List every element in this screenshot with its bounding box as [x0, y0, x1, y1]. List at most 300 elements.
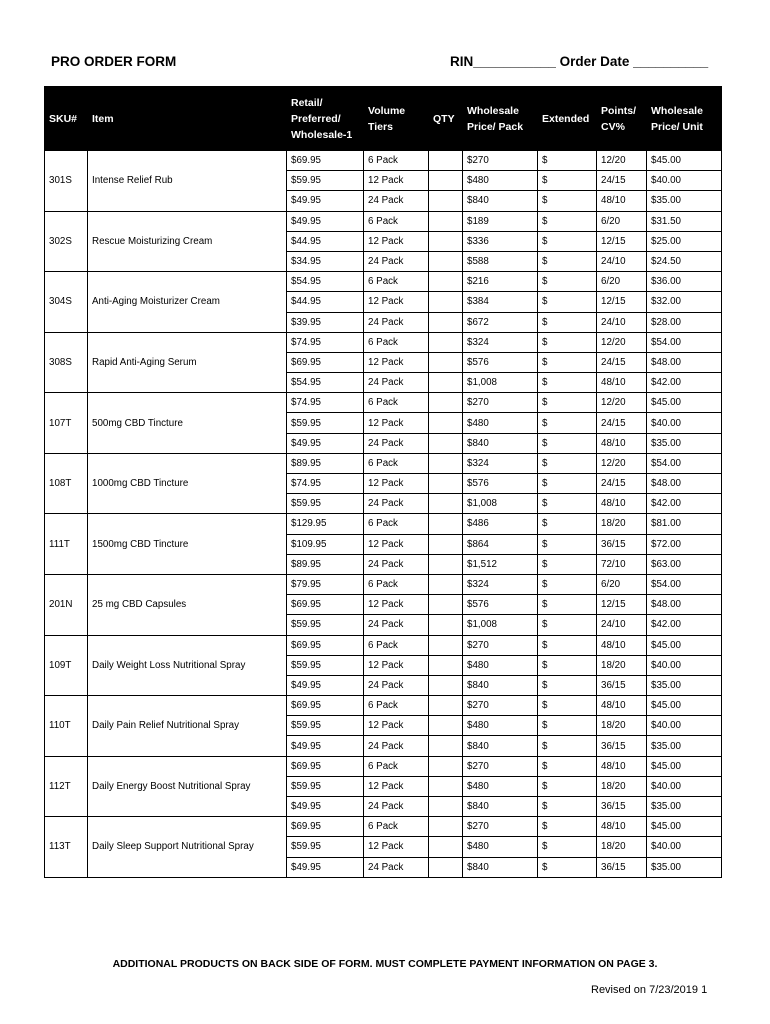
extended-cell[interactable]: $: [538, 635, 597, 655]
order-table: [44, 86, 722, 878]
points-cell: 12/20: [597, 332, 647, 352]
wholesale-unit-cell: $45.00: [647, 696, 722, 716]
extended-cell[interactable]: $: [538, 655, 597, 675]
extended-cell[interactable]: $: [538, 615, 597, 635]
retail-cell: $74.95: [287, 393, 364, 413]
extended-cell[interactable]: $: [538, 595, 597, 615]
points-cell: 48/10: [597, 433, 647, 453]
sku-cell: 304S: [45, 272, 88, 333]
sku-cell: 107T: [45, 393, 88, 454]
retail-cell: $49.95: [287, 675, 364, 695]
qty-input-cell[interactable]: [429, 696, 463, 716]
extended-cell[interactable]: $: [538, 433, 597, 453]
volume-cell: 12 Pack: [364, 231, 429, 251]
points-cell: 12/20: [597, 393, 647, 413]
wholesale-pack-cell: $270: [463, 635, 538, 655]
wholesale-pack-cell: $840: [463, 736, 538, 756]
retail-cell: $69.95: [287, 696, 364, 716]
points-cell: 12/15: [597, 292, 647, 312]
qty-input-cell[interactable]: [429, 373, 463, 393]
wholesale-pack-cell: $216: [463, 272, 538, 292]
wholesale-unit-cell: $28.00: [647, 312, 722, 332]
table-row: [45, 272, 722, 292]
wholesale-pack-cell: $588: [463, 251, 538, 271]
points-cell: 18/20: [597, 655, 647, 675]
points-cell: 36/15: [597, 797, 647, 817]
volume-cell: 24 Pack: [364, 675, 429, 695]
qty-input-cell[interactable]: [429, 433, 463, 453]
points-cell: 18/20: [597, 514, 647, 534]
wholesale-pack-cell: $324: [463, 574, 538, 594]
wholesale-pack-cell: $840: [463, 675, 538, 695]
retail-cell: $109.95: [287, 534, 364, 554]
extended-cell[interactable]: $: [538, 474, 597, 494]
retail-cell: $89.95: [287, 554, 364, 574]
table-row: [45, 393, 722, 413]
extended-cell[interactable]: $: [538, 151, 597, 171]
points-cell: 24/10: [597, 312, 647, 332]
points-cell: 48/10: [597, 373, 647, 393]
points-cell: 24/15: [597, 413, 647, 433]
points-cell: 6/20: [597, 574, 647, 594]
volume-cell: 12 Pack: [364, 655, 429, 675]
volume-cell: 12 Pack: [364, 292, 429, 312]
qty-input-cell[interactable]: [429, 352, 463, 372]
sku-cell: 111T: [45, 514, 88, 575]
qty-input-cell[interactable]: [429, 413, 463, 433]
extended-cell[interactable]: $: [538, 716, 597, 736]
volume-cell: 6 Pack: [364, 272, 429, 292]
wholesale-pack-cell: $486: [463, 514, 538, 534]
extended-cell[interactable]: $: [538, 312, 597, 332]
qty-input-cell[interactable]: [429, 595, 463, 615]
table-row: [45, 211, 722, 231]
extended-cell[interactable]: $: [538, 231, 597, 251]
volume-cell: 12 Pack: [364, 595, 429, 615]
col-header-retail: Retail/ Preferred/ Wholesale-1: [287, 87, 364, 151]
wholesale-unit-cell: $25.00: [647, 231, 722, 251]
retail-cell: $49.95: [287, 191, 364, 211]
sku-cell: 112T: [45, 756, 88, 817]
points-cell: 48/10: [597, 696, 647, 716]
extended-cell[interactable]: $: [538, 352, 597, 372]
table-row: [45, 817, 722, 837]
sku-cell: 302S: [45, 211, 88, 272]
retail-cell: $69.95: [287, 151, 364, 171]
qty-input-cell[interactable]: [429, 817, 463, 837]
item-name-cell: Rapid Anti-Aging Serum: [88, 332, 287, 393]
extended-cell[interactable]: $: [538, 373, 597, 393]
qty-input-cell[interactable]: [429, 554, 463, 574]
retail-cell: $69.95: [287, 817, 364, 837]
wholesale-pack-cell: $480: [463, 413, 538, 433]
volume-cell: 12 Pack: [364, 474, 429, 494]
wholesale-unit-cell: $40.00: [647, 655, 722, 675]
wholesale-unit-cell: $45.00: [647, 635, 722, 655]
points-cell: 48/10: [597, 191, 647, 211]
extended-cell[interactable]: $: [538, 453, 597, 473]
retail-cell: $59.95: [287, 413, 364, 433]
volume-cell: 12 Pack: [364, 413, 429, 433]
qty-input-cell[interactable]: [429, 534, 463, 554]
points-cell: 36/15: [597, 534, 647, 554]
retail-cell: $44.95: [287, 292, 364, 312]
item-name-cell: 1500mg CBD Tincture: [88, 514, 287, 575]
table-row: [45, 635, 722, 655]
retail-cell: $89.95: [287, 453, 364, 473]
item-name-cell: Daily Sleep Support Nutritional Spray: [88, 817, 287, 878]
points-cell: 24/15: [597, 171, 647, 191]
volume-cell: 12 Pack: [364, 776, 429, 796]
extended-cell[interactable]: $: [538, 675, 597, 695]
wholesale-pack-cell: $1,008: [463, 615, 538, 635]
qty-input-cell[interactable]: [429, 797, 463, 817]
qty-input-cell[interactable]: [429, 393, 463, 413]
points-cell: 12/20: [597, 151, 647, 171]
volume-cell: 24 Pack: [364, 191, 429, 211]
qty-input-cell[interactable]: [429, 151, 463, 171]
table-row: [45, 332, 722, 352]
volume-cell: 6 Pack: [364, 332, 429, 352]
extended-cell[interactable]: $: [538, 736, 597, 756]
points-cell: 24/10: [597, 615, 647, 635]
wholesale-unit-cell: $48.00: [647, 474, 722, 494]
qty-input-cell[interactable]: [429, 211, 463, 231]
wholesale-pack-cell: $576: [463, 352, 538, 372]
wholesale-pack-cell: $480: [463, 171, 538, 191]
extended-cell[interactable]: $: [538, 191, 597, 211]
volume-cell: 12 Pack: [364, 837, 429, 857]
volume-cell: 24 Pack: [364, 554, 429, 574]
volume-cell: 6 Pack: [364, 756, 429, 776]
sku-cell: 308S: [45, 332, 88, 393]
points-cell: 6/20: [597, 272, 647, 292]
wholesale-unit-cell: $36.00: [647, 272, 722, 292]
col-header-wholesale-pack: Wholesale Price/ Pack: [463, 87, 538, 151]
wholesale-pack-cell: $480: [463, 655, 538, 675]
retail-cell: $59.95: [287, 776, 364, 796]
qty-input-cell[interactable]: [429, 857, 463, 877]
wholesale-pack-cell: $336: [463, 231, 538, 251]
wholesale-pack-cell: $270: [463, 756, 538, 776]
item-name-cell: Daily Energy Boost Nutritional Spray: [88, 756, 287, 817]
retail-cell: $59.95: [287, 494, 364, 514]
wholesale-pack-cell: $324: [463, 453, 538, 473]
extended-cell[interactable]: $: [538, 272, 597, 292]
col-header-points: Points/ CV%: [597, 87, 647, 151]
wholesale-pack-cell: $672: [463, 312, 538, 332]
header-row: [45, 87, 722, 151]
retail-cell: $49.95: [287, 211, 364, 231]
wholesale-unit-cell: $40.00: [647, 171, 722, 191]
points-cell: 72/10: [597, 554, 647, 574]
volume-cell: 12 Pack: [364, 171, 429, 191]
extended-cell[interactable]: $: [538, 797, 597, 817]
qty-input-cell[interactable]: [429, 655, 463, 675]
qty-input-cell[interactable]: [429, 675, 463, 695]
qty-input-cell[interactable]: [429, 736, 463, 756]
points-cell: 48/10: [597, 635, 647, 655]
extended-cell[interactable]: $: [538, 776, 597, 796]
wholesale-unit-cell: $42.00: [647, 494, 722, 514]
sku-cell: 109T: [45, 635, 88, 696]
retail-cell: $69.95: [287, 352, 364, 372]
qty-input-cell[interactable]: [429, 474, 463, 494]
revision-date: Revised on 7/23/2019 1: [591, 984, 708, 996]
retail-cell: $69.95: [287, 595, 364, 615]
rin-order-date-line[interactable]: RIN___________ Order Date __________: [450, 54, 709, 69]
volume-cell: 24 Pack: [364, 373, 429, 393]
qty-input-cell[interactable]: [429, 453, 463, 473]
retail-cell: $74.95: [287, 332, 364, 352]
table-row: [45, 151, 722, 171]
qty-input-cell[interactable]: [429, 231, 463, 251]
retail-cell: $54.95: [287, 272, 364, 292]
wholesale-unit-cell: $81.00: [647, 514, 722, 534]
volume-cell: 24 Pack: [364, 251, 429, 271]
wholesale-unit-cell: $31.50: [647, 211, 722, 231]
wholesale-pack-cell: $480: [463, 837, 538, 857]
wholesale-pack-cell: $840: [463, 191, 538, 211]
table-row: [45, 514, 722, 534]
extended-cell[interactable]: $: [538, 857, 597, 877]
wholesale-unit-cell: $45.00: [647, 393, 722, 413]
wholesale-unit-cell: $35.00: [647, 433, 722, 453]
extended-cell[interactable]: $: [538, 251, 597, 271]
qty-input-cell[interactable]: [429, 171, 463, 191]
retail-cell: $44.95: [287, 231, 364, 251]
volume-cell: 6 Pack: [364, 817, 429, 837]
points-cell: 48/10: [597, 817, 647, 837]
item-name-cell: Daily Pain Relief Nutritional Spray: [88, 696, 287, 757]
col-header-sku: SKU#: [45, 87, 88, 151]
points-cell: 36/15: [597, 675, 647, 695]
wholesale-unit-cell: $48.00: [647, 595, 722, 615]
item-name-cell: 1000mg CBD Tincture: [88, 453, 287, 514]
points-cell: 18/20: [597, 837, 647, 857]
extended-cell[interactable]: $: [538, 332, 597, 352]
wholesale-pack-cell: $270: [463, 817, 538, 837]
qty-input-cell[interactable]: [429, 292, 463, 312]
extended-cell[interactable]: $: [538, 756, 597, 776]
retail-cell: $49.95: [287, 433, 364, 453]
form-title: PRO ORDER FORM: [51, 54, 177, 69]
wholesale-unit-cell: $45.00: [647, 817, 722, 837]
points-cell: 18/20: [597, 716, 647, 736]
sku-cell: 201N: [45, 574, 88, 635]
retail-cell: $59.95: [287, 171, 364, 191]
wholesale-pack-cell: $480: [463, 776, 538, 796]
volume-cell: 24 Pack: [364, 312, 429, 332]
extended-cell[interactable]: $: [538, 413, 597, 433]
wholesale-unit-cell: $42.00: [647, 373, 722, 393]
wholesale-unit-cell: $32.00: [647, 292, 722, 312]
wholesale-pack-cell: $840: [463, 433, 538, 453]
qty-input-cell[interactable]: [429, 272, 463, 292]
wholesale-unit-cell: $40.00: [647, 837, 722, 857]
retail-cell: $49.95: [287, 797, 364, 817]
table-row: [45, 696, 722, 716]
extended-cell[interactable]: $: [538, 494, 597, 514]
wholesale-unit-cell: $45.00: [647, 756, 722, 776]
wholesale-pack-cell: $576: [463, 474, 538, 494]
wholesale-unit-cell: $35.00: [647, 191, 722, 211]
retail-cell: $54.95: [287, 373, 364, 393]
extended-cell[interactable]: $: [538, 817, 597, 837]
points-cell: 36/15: [597, 736, 647, 756]
extended-cell[interactable]: $: [538, 554, 597, 574]
qty-input-cell[interactable]: [429, 635, 463, 655]
table-header: [45, 87, 722, 151]
qty-input-cell[interactable]: [429, 514, 463, 534]
retail-cell: $59.95: [287, 655, 364, 675]
volume-cell: 12 Pack: [364, 352, 429, 372]
wholesale-unit-cell: $63.00: [647, 554, 722, 574]
qty-input-cell[interactable]: [429, 615, 463, 635]
item-name-cell: Daily Weight Loss Nutritional Spray: [88, 635, 287, 696]
sku-cell: 301S: [45, 151, 88, 212]
wholesale-unit-cell: $45.00: [647, 151, 722, 171]
wholesale-unit-cell: $40.00: [647, 413, 722, 433]
volume-cell: 24 Pack: [364, 615, 429, 635]
points-cell: 48/10: [597, 756, 647, 776]
sku-cell: 110T: [45, 696, 88, 757]
points-cell: 12/15: [597, 231, 647, 251]
wholesale-pack-cell: $864: [463, 534, 538, 554]
retail-cell: $39.95: [287, 312, 364, 332]
sku-cell: 113T: [45, 817, 88, 878]
col-header-extended: Extended: [538, 87, 597, 151]
extended-cell[interactable]: $: [538, 534, 597, 554]
table-row: [45, 574, 722, 594]
item-name-cell: 25 mg CBD Capsules: [88, 574, 287, 635]
volume-cell: 24 Pack: [364, 797, 429, 817]
wholesale-unit-cell: $72.00: [647, 534, 722, 554]
extended-cell[interactable]: $: [538, 574, 597, 594]
wholesale-unit-cell: $35.00: [647, 675, 722, 695]
extended-cell[interactable]: $: [538, 837, 597, 857]
wholesale-unit-cell: $35.00: [647, 797, 722, 817]
wholesale-pack-cell: $1,512: [463, 554, 538, 574]
volume-cell: 6 Pack: [364, 151, 429, 171]
volume-cell: 24 Pack: [364, 857, 429, 877]
points-cell: 24/15: [597, 352, 647, 372]
wholesale-unit-cell: $54.00: [647, 332, 722, 352]
col-header-item: Item: [88, 87, 287, 151]
col-header-volume: Volume Tiers: [364, 87, 429, 151]
wholesale-unit-cell: $24.50: [647, 251, 722, 271]
table-body: [45, 151, 722, 878]
item-name-cell: Anti-Aging Moisturizer Cream: [88, 272, 287, 333]
volume-cell: 12 Pack: [364, 716, 429, 736]
wholesale-pack-cell: $189: [463, 211, 538, 231]
qty-input-cell[interactable]: [429, 494, 463, 514]
wholesale-pack-cell: $840: [463, 857, 538, 877]
wholesale-pack-cell: $840: [463, 797, 538, 817]
qty-input-cell[interactable]: [429, 312, 463, 332]
qty-input-cell[interactable]: [429, 837, 463, 857]
wholesale-pack-cell: $270: [463, 696, 538, 716]
extended-cell[interactable]: $: [538, 514, 597, 534]
volume-cell: 24 Pack: [364, 736, 429, 756]
points-cell: 24/10: [597, 251, 647, 271]
item-name-cell: Rescue Moisturizing Cream: [88, 211, 287, 272]
retail-cell: $59.95: [287, 615, 364, 635]
wholesale-unit-cell: $40.00: [647, 716, 722, 736]
retail-cell: $74.95: [287, 474, 364, 494]
retail-cell: $129.95: [287, 514, 364, 534]
retail-cell: $79.95: [287, 574, 364, 594]
retail-cell: $59.95: [287, 837, 364, 857]
qty-input-cell[interactable]: [429, 332, 463, 352]
retail-cell: $59.95: [287, 716, 364, 736]
wholesale-pack-cell: $270: [463, 393, 538, 413]
col-header-wholesale-unit: Wholesale Price/ Unit: [647, 87, 722, 151]
wholesale-pack-cell: $576: [463, 595, 538, 615]
sku-cell: 108T: [45, 453, 88, 514]
volume-cell: 24 Pack: [364, 433, 429, 453]
extended-cell[interactable]: $: [538, 696, 597, 716]
wholesale-unit-cell: $54.00: [647, 453, 722, 473]
extended-cell[interactable]: $: [538, 292, 597, 312]
extended-cell[interactable]: $: [538, 171, 597, 191]
table-row: [45, 453, 722, 473]
volume-cell: 6 Pack: [364, 453, 429, 473]
points-cell: 12/15: [597, 595, 647, 615]
volume-cell: 24 Pack: [364, 494, 429, 514]
col-header-qty: QTY: [429, 87, 463, 151]
volume-cell: 6 Pack: [364, 574, 429, 594]
wholesale-pack-cell: $384: [463, 292, 538, 312]
volume-cell: 6 Pack: [364, 635, 429, 655]
wholesale-unit-cell: $35.00: [647, 857, 722, 877]
points-cell: 6/20: [597, 211, 647, 231]
wholesale-pack-cell: $270: [463, 151, 538, 171]
volume-cell: 6 Pack: [364, 211, 429, 231]
retail-cell: $69.95: [287, 756, 364, 776]
item-name-cell: Intense Relief Rub: [88, 151, 287, 212]
volume-cell: 12 Pack: [364, 534, 429, 554]
qty-input-cell[interactable]: [429, 191, 463, 211]
extended-cell[interactable]: $: [538, 393, 597, 413]
volume-cell: 6 Pack: [364, 696, 429, 716]
retail-cell: $49.95: [287, 857, 364, 877]
qty-input-cell[interactable]: [429, 716, 463, 736]
qty-input-cell[interactable]: [429, 776, 463, 796]
volume-cell: 6 Pack: [364, 514, 429, 534]
qty-input-cell[interactable]: [429, 756, 463, 776]
wholesale-pack-cell: $324: [463, 332, 538, 352]
points-cell: 24/15: [597, 474, 647, 494]
retail-cell: $34.95: [287, 251, 364, 271]
wholesale-pack-cell: $1,008: [463, 373, 538, 393]
table-row: [45, 756, 722, 776]
points-cell: 36/15: [597, 857, 647, 877]
points-cell: 18/20: [597, 776, 647, 796]
qty-input-cell[interactable]: [429, 251, 463, 271]
wholesale-pack-cell: $1,008: [463, 494, 538, 514]
wholesale-unit-cell: $48.00: [647, 352, 722, 372]
wholesale-pack-cell: $480: [463, 716, 538, 736]
wholesale-unit-cell: $35.00: [647, 736, 722, 756]
extended-cell[interactable]: $: [538, 211, 597, 231]
footer-note: ADDITIONAL PRODUCTS ON BACK SIDE OF FORM. MUST COMPLETE PAYMENT INFORMATION ON PAGE 3.: [112, 958, 658, 970]
retail-cell: $49.95: [287, 736, 364, 756]
points-cell: 48/10: [597, 494, 647, 514]
item-name-cell: 500mg CBD Tincture: [88, 393, 287, 454]
wholesale-unit-cell: $42.00: [647, 615, 722, 635]
qty-input-cell[interactable]: [429, 574, 463, 594]
